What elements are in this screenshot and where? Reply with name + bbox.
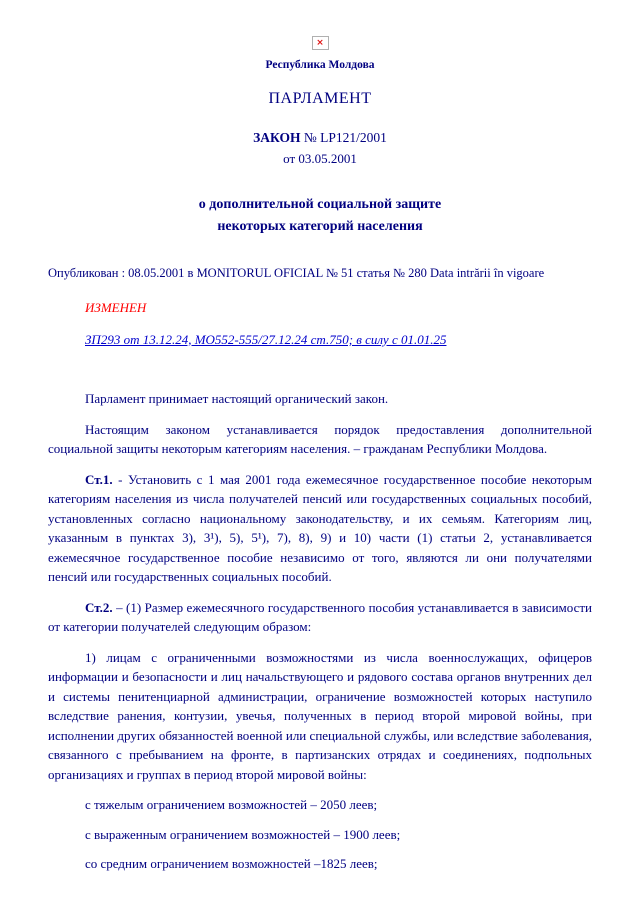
paragraph-preamble-1: Парламент принимает настоящий органический закон. (85, 391, 389, 407)
benefit-line-severe: с тяжелым ограничением возможностей – 2050 леев; (85, 797, 378, 813)
article-1-text: - Установить с 1 мая 2001 года ежемесячное государственное пособие некоторым категориям населения из числа получателей пенсий или государственных социальных пособий, установленных согласно национальному законодательству, и их семьям. Категориям лиц, указанным в пунктах 3), 3¹), 5), 5¹), 7), 8), 9) и 10) части (1) статьи 2, устанавливается ежемесячное государственное пособие независимо от того, являются ли они получателями пенсий или государственных социальных пособий. (48, 471, 592, 585)
publication-info: Опубликован : 08.05.2001 в MONITORUL OFICIAL № 51 статья № 280 Data intrării în vigoare (48, 266, 545, 281)
act-title-line (48, 128, 592, 148)
country-name: Республика Молдова (265, 59, 375, 71)
article-2-number: Ст.2. (85, 599, 113, 615)
document-header (48, 36, 592, 237)
article-1-number: Ст.1. (85, 471, 113, 487)
paragraph-article-2 (48, 598, 592, 637)
document-title-line-1: о дополнительной социальной защите (198, 197, 442, 212)
act-type: ЗАКОН (253, 130, 301, 146)
amendment-status: ИЗМЕНЕН (85, 300, 147, 316)
broken-image-icon (312, 36, 329, 50)
amendment-link-row (85, 330, 592, 350)
paragraph-article-1 (48, 470, 592, 587)
institution-name: ПАРЛАМЕНТ (268, 90, 372, 108)
benefit-line-medium: со средним ограничением возможностей –1825 леев; (85, 856, 378, 872)
amendment-link[interactable]: ЗП293 от 13.12.24, МО552-555/27.12.24 ст.750; в силу с 01.01.25 (85, 331, 447, 347)
act-date: от 03.05.2001 (283, 150, 357, 166)
document-title-line-2: некоторых категорий населения (217, 218, 423, 234)
act-number: № LP121/2001 (303, 130, 387, 146)
document-title (48, 194, 592, 237)
article-2-text: – (1) Размер ежемесячного государственного пособия устанавливается в зависимости от категории получателей следующим образом: (48, 599, 592, 635)
paragraph-preamble-2: Настоящим законом устанавливается порядок предоставления дополнительной социальной защиты некоторым категориям населения. – гражданам Республики Молдова. (48, 421, 592, 457)
paragraph-item-1: 1) лицам с ограниченными возможностями из числа военнослужащих, офицеров информации и безопасности и лиц начальствующего и рядового состава органов внутренних дел и системы пенитенциарной администрации, ограничение возможностей которых наступило вследствие ранения, контузии, увечья, полученных в период второй мировой войны, при исполнении других обязанностей военной или специальной службы, или вследствие заболевания, связанного с пребыванием на фронте, в партизанских отрядах и соединениях, подпольных организациях и группах в период второй мировой войны: (48, 649, 592, 782)
broken-image-x-glyph: × (316, 37, 324, 48)
benefit-line-pronounced: с выраженным ограничением возможностей – 1900 леев; (85, 826, 401, 842)
